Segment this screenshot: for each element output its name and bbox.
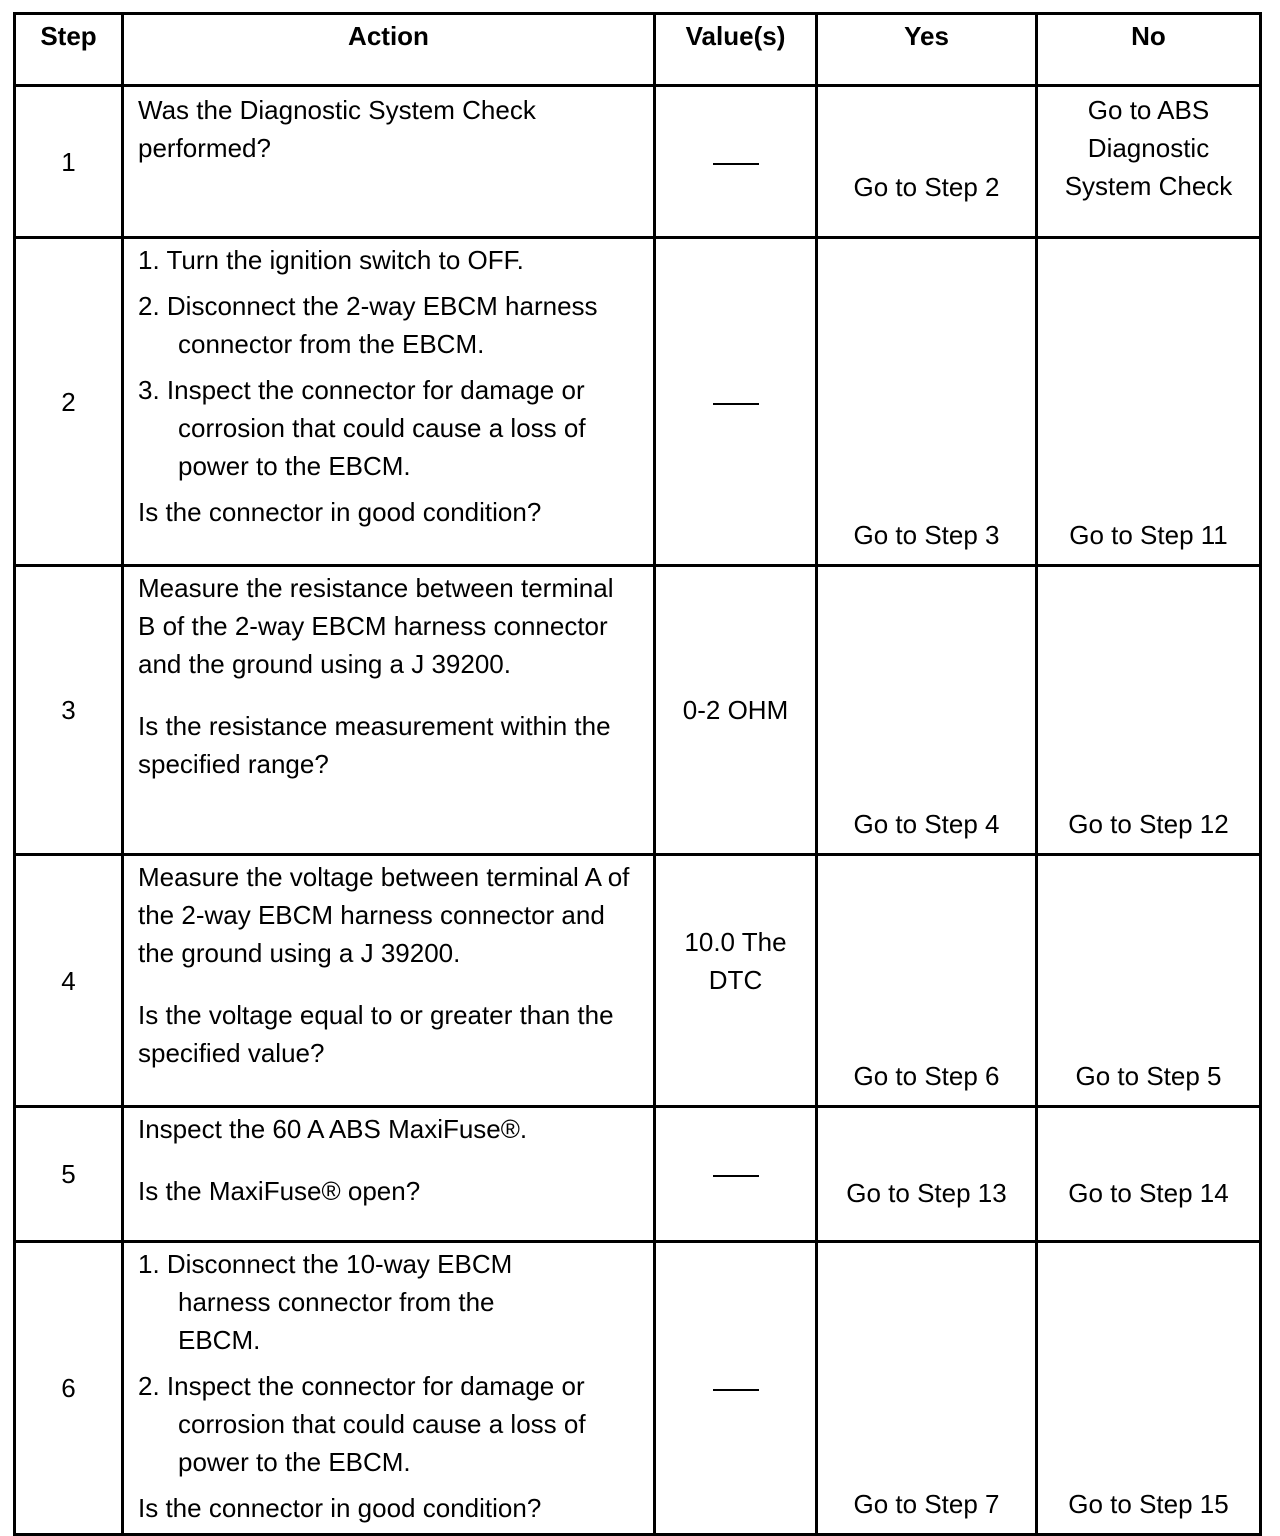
action-text: Measure the voltage between terminal A of the 2-way EBCM harness connector and the ground using a J 39200. (138, 862, 630, 968)
no-cell (1037, 86, 1261, 238)
table-row (15, 86, 1261, 238)
action-question: Is the connector in good condition? (138, 1493, 542, 1523)
yes-cell: Go to Step 4 (817, 566, 1037, 855)
value-cell (655, 1107, 817, 1242)
action-cell (123, 855, 655, 1107)
no-cell: Go to Step 14 (1037, 1107, 1261, 1242)
value-cell: 0-2 OHM (655, 566, 817, 855)
value-cell (655, 1242, 817, 1535)
yes-cell: Go to Step 3 (817, 238, 1037, 566)
step-number: 2 (15, 238, 123, 566)
value-cell (655, 86, 817, 238)
no-cell: Go to Step 15 (1037, 1242, 1261, 1535)
action-question: Is the resistance measurement within the specified range? (138, 711, 611, 779)
action-item: 2. Inspect the connector for damage or corrosion that could cause a loss of power to the EBCM. (138, 1371, 586, 1477)
table-row (15, 1107, 1261, 1242)
empty-value-dash (713, 163, 759, 165)
action-text: Was the Diagnostic System Check performed? (138, 95, 536, 163)
action-cell (123, 1107, 655, 1242)
step-number: 1 (15, 86, 123, 238)
action-question: Is the MaxiFuse® open? (138, 1176, 421, 1206)
step-number: 4 (15, 855, 123, 1107)
table-row (15, 566, 1261, 855)
action-cell (123, 238, 655, 566)
action-text: Inspect the 60 A ABS MaxiFuse®. (138, 1114, 528, 1144)
empty-value-dash (713, 1389, 759, 1391)
diagnostic-table (13, 12, 1262, 1536)
no-cell: Go to Step 11 (1037, 238, 1261, 566)
value-text: 10.0 The DTC (684, 926, 787, 995)
header-row (15, 14, 1261, 86)
step-number: 3 (15, 566, 123, 855)
action-question: Is the voltage equal to or greater than the specified value? (138, 1000, 614, 1068)
header-values: Value(s) (655, 14, 817, 86)
table-row (15, 855, 1261, 1107)
table-row (15, 238, 1261, 566)
step-number: 5 (15, 1107, 123, 1242)
header-yes: Yes (817, 14, 1037, 86)
header-no: No (1037, 14, 1261, 86)
header-action: Action (123, 14, 655, 86)
action-question: Is the connector in good condition? (138, 497, 542, 527)
action-item: 1. Disconnect the 10-way EBCM harness connector from the EBCM. (138, 1249, 513, 1355)
no-cell: Go to Step 12 (1037, 566, 1261, 855)
yes-cell: Go to Step 13 (817, 1107, 1037, 1242)
empty-value-dash (713, 1175, 759, 1177)
yes-cell: Go to Step 7 (817, 1242, 1037, 1535)
action-text: Measure the resistance between terminal B of the 2-way EBCM harness connector and the ground using a J 39200. (138, 573, 614, 679)
no-link-text: Go to ABS Diagnostic System Check (1064, 95, 1233, 201)
empty-value-dash (713, 403, 759, 405)
action-item: 3. Inspect the connector for damage or corrosion that could cause a loss of power to the EBCM. (138, 375, 586, 481)
yes-cell: Go to Step 6 (817, 855, 1037, 1107)
action-cell (123, 86, 655, 238)
no-cell: Go to Step 5 (1037, 855, 1261, 1107)
step-number: 6 (15, 1242, 123, 1535)
action-item: 1. Turn the ignition switch to OFF. (138, 245, 524, 275)
yes-cell: Go to Step 2 (817, 86, 1037, 238)
header-step: Step (15, 14, 123, 86)
value-cell (655, 855, 817, 1107)
action-cell (123, 566, 655, 855)
value-cell (655, 238, 817, 566)
action-item: 2. Disconnect the 2-way EBCM harness connector from the EBCM. (138, 291, 598, 359)
action-cell (123, 1242, 655, 1535)
table-row (15, 1242, 1261, 1535)
